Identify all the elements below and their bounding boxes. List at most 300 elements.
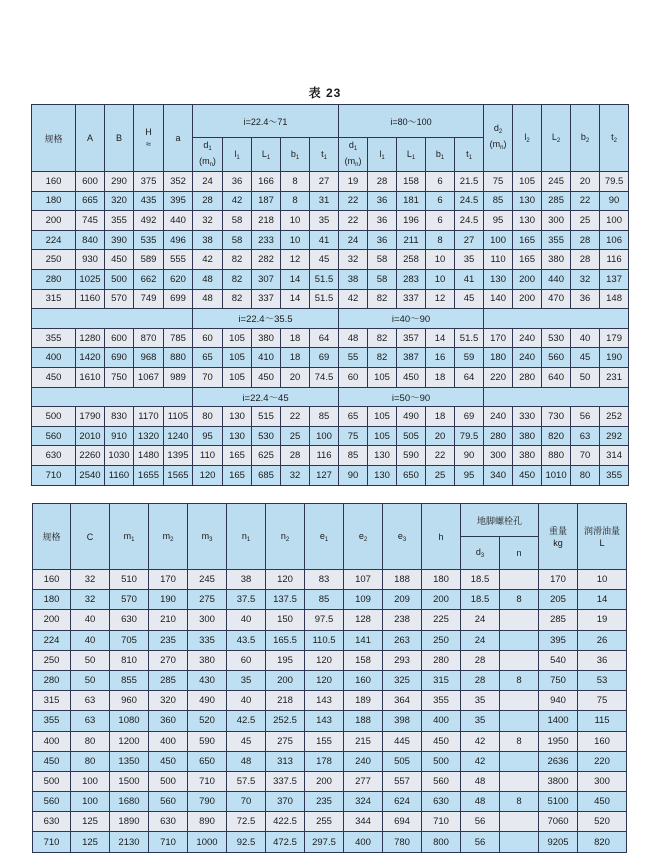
table-cell: 95 (484, 211, 513, 231)
table-cell: 300 (188, 610, 227, 630)
table-cell: 1500 (110, 771, 149, 791)
table-cell: 92.5 (227, 832, 266, 852)
table-cell: 35 (461, 691, 500, 711)
band-ratio-1: i=22.4～45 (193, 387, 339, 407)
table-cell: 36 (571, 289, 600, 309)
table-cell: 82 (368, 289, 397, 309)
table-cell: 2260 (76, 446, 105, 466)
table-cell (500, 650, 539, 670)
table-cell: 510 (110, 570, 149, 590)
table-row (33, 711, 627, 731)
table-cell: 211 (397, 230, 426, 250)
table-cell: 395 (164, 191, 193, 211)
table-cell: 209 (383, 590, 422, 610)
table-cell: 400 (344, 832, 383, 852)
table-cell (500, 630, 539, 650)
table-cell: 1080 (110, 711, 149, 731)
table-cell: 200 (266, 670, 305, 690)
table-cell: 8 (500, 590, 539, 610)
table-cell: 590 (188, 731, 227, 751)
table-cell: 125 (71, 812, 110, 832)
table-cell: 20 (426, 426, 455, 446)
table-cell: 560 (33, 792, 71, 812)
table-row (32, 211, 629, 231)
table-cell: 710 (33, 832, 71, 852)
table-row (33, 650, 627, 670)
table-cell: 380 (188, 650, 227, 670)
table-cell: 290 (105, 172, 134, 192)
table-cell: 530 (252, 426, 281, 446)
table-cell: 560 (149, 792, 188, 812)
table-cell: 1565 (164, 465, 193, 485)
table-cell: 58 (368, 269, 397, 289)
table-cell: 8 (500, 792, 539, 812)
table-cell: 53 (578, 670, 627, 690)
table-cell: 745 (76, 211, 105, 231)
table-cell: 395 (539, 630, 578, 650)
table-row (33, 670, 627, 690)
table-cell: 21.5 (455, 172, 484, 192)
table-cell: 35 (455, 250, 484, 270)
table-cell: 630 (32, 446, 76, 466)
table-cell (500, 812, 539, 832)
table-cell: 125 (71, 832, 110, 852)
table-cell: 215 (344, 731, 383, 751)
table-cell: 19 (578, 610, 627, 630)
table-cell: 24 (461, 610, 500, 630)
header-d3: $d_3$ (461, 537, 500, 570)
table-cell: 200 (513, 269, 542, 289)
table-cell: 263 (383, 630, 422, 650)
table-cell: 1030 (105, 446, 134, 466)
table-cell: 181 (397, 191, 426, 211)
table-cell: 1067 (134, 367, 164, 387)
table-cell: 218 (252, 211, 281, 231)
table-cell: 27 (455, 230, 484, 250)
table-cell: 330 (513, 407, 542, 427)
table-cell: 335 (188, 630, 227, 650)
table-cell: 380 (252, 328, 281, 348)
table-cell: 245 (188, 570, 227, 590)
table-cell: 18.5 (461, 570, 500, 590)
table-cell: 450 (33, 751, 71, 771)
table-cell: 352 (164, 172, 193, 192)
table-cell: 6 (426, 211, 455, 231)
table-cell: 500 (422, 751, 461, 771)
table-cell: 252.5 (266, 711, 305, 731)
table-cell: 56 (461, 832, 500, 852)
table-cell: 45 (455, 289, 484, 309)
band-spacer (484, 387, 629, 407)
table-cell: 42 (461, 751, 500, 771)
table-cell: 170 (539, 570, 578, 590)
table-cell: 630 (149, 812, 188, 832)
table-cell: 280 (513, 367, 542, 387)
table-cell: 210 (149, 610, 188, 630)
table-cell: 22 (339, 211, 368, 231)
table-cell: 337 (397, 289, 426, 309)
table-cell: 188 (383, 570, 422, 590)
table-cell: 165 (223, 446, 252, 466)
table-cell: 130 (223, 407, 252, 427)
table-cell: 42 (339, 289, 368, 309)
table-cell: 8 (281, 172, 310, 192)
table-cell: 355 (600, 465, 629, 485)
table-cell: 282 (252, 250, 281, 270)
table-cell: 730 (542, 407, 571, 427)
table-cell: 710 (188, 771, 227, 791)
table-cell: 105 (368, 367, 397, 387)
table-cell: 160 (32, 172, 76, 192)
table-cell: 450 (149, 751, 188, 771)
header-t2: $t_2$ (600, 105, 629, 172)
table-cell: 130 (513, 211, 542, 231)
table-cell: 82 (223, 250, 252, 270)
table-cell: 435 (134, 191, 164, 211)
table-cell: 143 (305, 711, 344, 731)
table-cell: 450 (578, 792, 627, 812)
table-cell: 69 (310, 348, 339, 368)
table-cell: 130 (513, 191, 542, 211)
table-cell: 180 (33, 590, 71, 610)
header-d2: $d_2$ $(m_n)$ (484, 105, 513, 172)
table-cell: 105 (223, 367, 252, 387)
table-cell: 233 (252, 230, 281, 250)
table-cell: 989 (164, 367, 193, 387)
table-cell: 22 (281, 407, 310, 427)
table-cell: 127 (310, 465, 339, 485)
ratio-band-row (32, 309, 629, 329)
table-cell: 560 (422, 771, 461, 791)
table-cell: 75 (484, 172, 513, 192)
table-cell: 25 (281, 426, 310, 446)
table-cell: 155 (305, 731, 344, 751)
header-group-ratio-1: i=22.4～71 (193, 105, 339, 138)
table-cell: 32 (571, 269, 600, 289)
table-cell: 90 (455, 446, 484, 466)
table-cell: 22 (426, 446, 455, 466)
table-cell: 662 (134, 269, 164, 289)
table-cell: 694 (383, 812, 422, 832)
table-cell: 25 (426, 465, 455, 485)
table-cell: 930 (76, 250, 105, 270)
table-cell: 320 (149, 691, 188, 711)
table-cell: 45 (227, 731, 266, 751)
table-cell: 705 (110, 630, 149, 650)
table-cell: 35 (227, 670, 266, 690)
table-cell: 10 (281, 211, 310, 231)
table-cell: 2010 (76, 426, 105, 446)
table-cell: 785 (164, 328, 193, 348)
table-cell: 59 (455, 348, 484, 368)
table-cell: 285 (149, 670, 188, 690)
table-cell: 38 (227, 570, 266, 590)
table-cell: 364 (383, 691, 422, 711)
table-cell: 80 (71, 751, 110, 771)
band-spacer (32, 309, 193, 329)
table-cell: 130 (484, 269, 513, 289)
table-cell: 1420 (76, 348, 105, 368)
table-cell: 624 (383, 792, 422, 812)
header-anchor-bolt-holes: 地脚螺栓孔 (461, 504, 539, 537)
table-cell: 293 (383, 650, 422, 670)
header-a: a (164, 105, 193, 172)
header-m3: $m_3$ (188, 504, 227, 570)
table-cell: 535 (134, 230, 164, 250)
table-cell: 650 (397, 465, 426, 485)
table-cell: 74.5 (310, 367, 339, 387)
table-cell: 24.5 (455, 211, 484, 231)
table-cell: 355 (542, 230, 571, 250)
table-cell: 600 (76, 172, 105, 192)
table-cell: 60 (227, 650, 266, 670)
header-L1-b: $L_1$ (397, 138, 426, 172)
table-cell: 180 (484, 348, 513, 368)
table-cell: 36 (223, 172, 252, 192)
table-cell: 75 (339, 426, 368, 446)
table-cell: 840 (76, 230, 105, 250)
table-cell (500, 771, 539, 791)
table-cell: 1480 (134, 446, 164, 466)
header-e2: $e_2$ (344, 504, 383, 570)
table-title: 表 23 (308, 86, 342, 100)
table-cell: 750 (105, 367, 134, 387)
table-cell: 505 (397, 426, 426, 446)
table-cell: 65 (339, 407, 368, 427)
table-cell: 690 (105, 348, 134, 368)
header-n1: $n_1$ (227, 504, 266, 570)
table-cell: 400 (149, 731, 188, 751)
table-cell: 195 (266, 650, 305, 670)
table-cell: 6 (426, 191, 455, 211)
table-cell: 100 (310, 426, 339, 446)
table-cell: 18 (426, 407, 455, 427)
table-row (32, 407, 629, 427)
band-ratio-1: i=22.4～35.5 (193, 309, 339, 329)
table-cell: 360 (149, 711, 188, 731)
table-cell: 106 (600, 230, 629, 250)
table-cell: 40 (71, 630, 110, 650)
table-cell: 83 (305, 570, 344, 590)
table-cell: 57.5 (227, 771, 266, 791)
table-cell: 28 (193, 191, 223, 211)
table-cell: 355 (32, 328, 76, 348)
table-cell: 1010 (542, 465, 571, 485)
table-cell: 820 (542, 426, 571, 446)
table-row (32, 328, 629, 348)
table-cell: 48 (193, 289, 223, 309)
table-cell: 20 (281, 367, 310, 387)
table-cell: 880 (542, 446, 571, 466)
table-cell: 285 (542, 191, 571, 211)
header-e1: $e_1$ (305, 504, 344, 570)
table-cell: 6 (426, 172, 455, 192)
table-cell: 166 (252, 172, 281, 192)
table-cell: 445 (383, 731, 422, 751)
table-cell: 14 (281, 269, 310, 289)
table-cell: 315 (422, 670, 461, 690)
table-cell: 340 (484, 465, 513, 485)
table-cell: 590 (397, 446, 426, 466)
table-cell: 158 (344, 650, 383, 670)
table-cell: 160 (33, 570, 71, 590)
table-cell: 710 (422, 812, 461, 832)
header-e3: $e_3$ (383, 504, 422, 570)
table-row (32, 250, 629, 270)
table-cell: 36 (368, 191, 397, 211)
table-cell: 200 (513, 289, 542, 309)
table-cell: 1000 (188, 832, 227, 852)
table-cell: 968 (134, 348, 164, 368)
table-cell: 170 (149, 570, 188, 590)
table-cell: 45 (310, 250, 339, 270)
table-cell: 35 (461, 711, 500, 731)
header-weight: 重量 kg (539, 504, 578, 570)
table-cell: 500 (149, 771, 188, 791)
table-cell: 440 (164, 211, 193, 231)
table-cell: 780 (383, 832, 422, 852)
table-cell: 32 (281, 465, 310, 485)
table-cell: 685 (252, 465, 281, 485)
table-cell: 105 (368, 426, 397, 446)
table-cell: 400 (33, 731, 71, 751)
table-cell: 515 (252, 407, 281, 427)
table-cell (500, 751, 539, 771)
table-cell: 280 (33, 670, 71, 690)
table-cell: 28 (571, 230, 600, 250)
table-cell: 280 (32, 269, 76, 289)
table-cell: 492 (134, 211, 164, 231)
table-cell: 1025 (76, 269, 105, 289)
table-cell: 2130 (110, 832, 149, 852)
table-cell: 40 (71, 610, 110, 630)
table-row (32, 269, 629, 289)
table-cell: 2540 (76, 465, 105, 485)
table-cell: 1655 (134, 465, 164, 485)
table-cell: 82 (368, 348, 397, 368)
table-cell: 85 (484, 191, 513, 211)
table-cell: 231 (600, 367, 629, 387)
table-cell: 32 (339, 250, 368, 270)
table-row (32, 465, 629, 485)
table-cell: 1350 (110, 751, 149, 771)
table-cell: 625 (252, 446, 281, 466)
table-cell: 43.5 (227, 630, 266, 650)
table-cell: 699 (164, 289, 193, 309)
header-l1: $l_1$ (223, 138, 252, 172)
table-cell (500, 570, 539, 590)
table-cell: 570 (105, 289, 134, 309)
table-cell: 218 (266, 691, 305, 711)
table-cell: 910 (105, 426, 134, 446)
table-cell: 1610 (76, 367, 105, 387)
table-cell: 325 (383, 670, 422, 690)
header-l1-b: $l_1$ (368, 138, 397, 172)
table-cell: 8 (426, 230, 455, 250)
header-t1: $t_1$ (310, 138, 339, 172)
table-cell: 143 (305, 691, 344, 711)
table-cell: 79.5 (455, 426, 484, 446)
table-cell: 710 (32, 465, 76, 485)
table-cell: 380 (513, 446, 542, 466)
table-cell: 179 (600, 328, 629, 348)
table-cell: 36 (368, 211, 397, 231)
table-cell: 41 (310, 230, 339, 250)
header-spec: 规格 (32, 105, 76, 172)
table-cell: 255 (305, 812, 344, 832)
table-cell: 79.5 (600, 172, 629, 192)
table-cell: 150 (266, 610, 305, 630)
table-cell: 130 (368, 446, 397, 466)
table-cell: 1280 (76, 328, 105, 348)
table-cell: 120 (193, 465, 223, 485)
table-cell: 830 (105, 407, 134, 427)
table-cell: 19 (339, 172, 368, 192)
table-cell: 490 (397, 407, 426, 427)
table-cell: 95 (193, 426, 223, 446)
table-cell: 10 (281, 230, 310, 250)
table-cell: 235 (305, 792, 344, 812)
table-cell: 307 (252, 269, 281, 289)
header-C: C (71, 504, 110, 570)
table-cell: 300 (542, 211, 571, 231)
table-cell: 55 (339, 348, 368, 368)
table-cell: 496 (164, 230, 193, 250)
table-cell: 810 (110, 650, 149, 670)
table-cell: 85 (305, 590, 344, 610)
table-cell: 100 (484, 230, 513, 250)
table-cell: 105 (223, 328, 252, 348)
table-cell: 450 (252, 367, 281, 387)
table-cell: 315 (33, 691, 71, 711)
table-cell: 64 (310, 328, 339, 348)
table-cell: 28 (571, 250, 600, 270)
table-cell: 1160 (105, 465, 134, 485)
table-cell: 110 (193, 446, 223, 466)
table-cell: 42 (461, 731, 500, 751)
table-cell: 140 (484, 289, 513, 309)
table-cell: 225 (422, 610, 461, 630)
table-cell: 48 (461, 792, 500, 812)
table-cell: 870 (134, 328, 164, 348)
table-cell: 500 (33, 771, 71, 791)
table-cell: 25 (571, 211, 600, 231)
table-cell: 10 (426, 250, 455, 270)
table-row (33, 630, 627, 650)
table-cell: 137.5 (266, 590, 305, 610)
header-A: A (76, 105, 105, 172)
table-cell: 60 (193, 328, 223, 348)
header-d1: $d_1$ $(m_n)$ (193, 138, 223, 172)
table-cell: 238 (383, 610, 422, 630)
header-L2: $L_2$ (542, 105, 571, 172)
table-row (33, 731, 627, 751)
table-cell: 570 (110, 590, 149, 610)
table-cell: 160 (344, 670, 383, 690)
table-cell: 790 (188, 792, 227, 812)
table-cell: 100 (71, 771, 110, 791)
table-cell: 120 (305, 670, 344, 690)
table-cell: 1790 (76, 407, 105, 427)
header-t1-b: $t_1$ (455, 138, 484, 172)
table-cell: 1170 (134, 407, 164, 427)
table-cell: 940 (539, 691, 578, 711)
table-cell: 196 (397, 211, 426, 231)
header-n2: $n_2$ (266, 504, 305, 570)
table-cell: 1890 (110, 812, 149, 832)
table-cell: 1400 (539, 711, 578, 731)
table-cell: 665 (76, 191, 105, 211)
